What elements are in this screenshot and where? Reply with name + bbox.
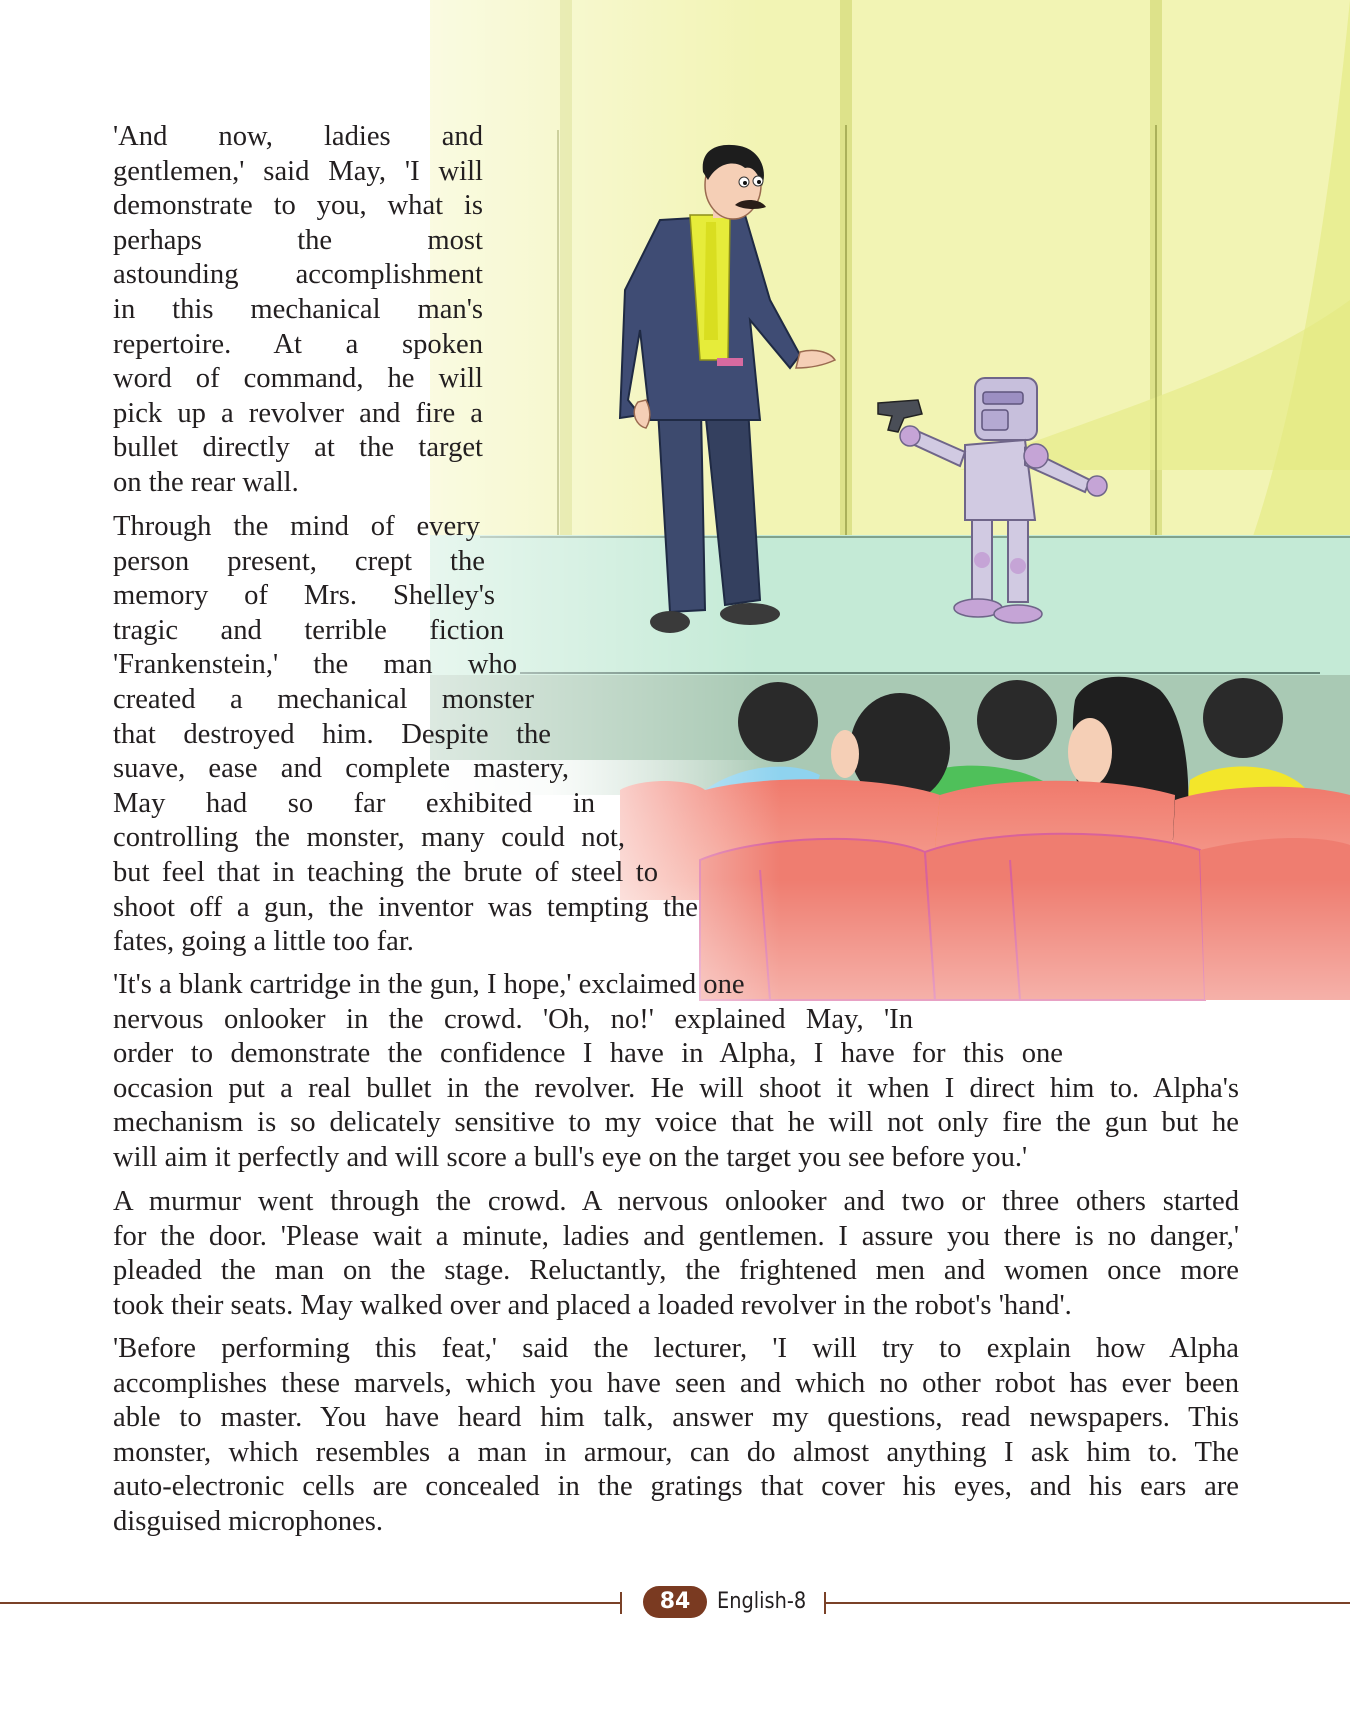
text-line: on the rear wall.	[113, 466, 299, 498]
text-line: fates, going a little too far.	[113, 926, 414, 958]
text-line: gentlemen,' said May, 'I will	[113, 155, 483, 187]
text-line: nervous onlooker in the crowd. 'Oh, no!' explained May, 'In	[113, 1003, 913, 1035]
footer-rule-left	[0, 1602, 622, 1604]
text-line: in this mechanical man's	[113, 293, 483, 325]
text-line: that destroyed him. Despite the	[113, 718, 551, 750]
paragraph-5	[113, 1332, 1239, 1540]
text-line: able to master. You have heard him talk, answer my questions, read newspapers. This	[113, 1402, 1239, 1434]
text-line: accomplishes these marvels, which you have seen and which no other robot has ever been	[113, 1367, 1239, 1399]
footer-rule-right	[824, 1602, 1350, 1604]
text-line: pick up a revolver and fire a	[113, 397, 483, 429]
text-line: person present, crept the	[113, 545, 485, 577]
paragraph-1	[113, 120, 483, 501]
text-line: created a mechanical monster	[113, 683, 534, 715]
paragraph-3	[113, 968, 1239, 1176]
text-line: will aim it perfectly and will score a bull's eye on the target you see before you.'	[113, 1141, 1028, 1173]
text-line: but feel that in teaching the brute of steel to	[113, 856, 658, 888]
footer-tick-left	[620, 1592, 622, 1614]
text-line: for the door. 'Please wait a minute, ladies and gentlemen. I assure you there is no danger,'	[113, 1220, 1239, 1252]
text-line: bullet directly at the target	[113, 432, 483, 464]
text-line: perhaps the most	[113, 224, 483, 256]
text-line: monster, which resembles a man in armour, can do almost anything I ask him to. The	[113, 1436, 1239, 1468]
book-title: English-8	[717, 1589, 807, 1614]
text-line: 'Before performing this feat,' said the lecturer, 'I will try to explain how Alpha	[113, 1333, 1239, 1364]
paragraph-4	[113, 1185, 1239, 1323]
text-line: disguised microphones.	[113, 1505, 384, 1537]
text-line: order to demonstrate the confidence I have in Alpha, I have for this one	[113, 1038, 1063, 1070]
text-line: word of command, he will	[113, 363, 483, 395]
text-line: 'And now, ladies and	[113, 121, 483, 152]
text-line: 'Frankenstein,' the man who	[113, 649, 517, 681]
text-line: mechanism is so delicately sensitive to my voice that he will not only fire the gun but he	[113, 1107, 1239, 1139]
text-line: suave, ease and complete mastery,	[113, 753, 569, 785]
text-line: took their seats. May walked over and placed a loaded revolver in the robot's 'hand'.	[113, 1289, 1072, 1321]
text-line: tragic and terrible fiction	[113, 614, 504, 646]
text-line: demonstrate to you, what is	[113, 190, 483, 222]
text-line: pleaded the man on the stage. Reluctantly, the frightened men and women once more	[113, 1255, 1239, 1287]
text-line: Through the mind of every	[113, 511, 480, 542]
text-line: shoot off a gun, the inventor was tempting the	[113, 891, 698, 923]
text-line: occasion put a real bullet in the revolver. He will shoot it when I direct him to. Alpha's	[113, 1072, 1239, 1104]
text-line: 'It's a blank cartridge in the gun, I hope,' exclaimed one	[113, 969, 745, 1000]
text-line: auto-electronic cells are concealed in the gratings that cover his eyes, and his ears are	[113, 1471, 1239, 1503]
text-line: May had so far exhibited in	[113, 787, 595, 819]
page-number: 84	[643, 1586, 707, 1618]
text-line: controlling the monster, many could not,	[113, 822, 625, 854]
text-line: repertoire. At a spoken	[113, 328, 483, 360]
paragraph-2	[113, 510, 698, 960]
page-footer	[0, 1585, 1350, 1621]
text-line: A murmur went through the crowd. A nervous onlooker and two or three others started	[113, 1186, 1239, 1217]
text-line: astounding accomplishment	[113, 259, 483, 291]
text-line: memory of Mrs. Shelley's	[113, 580, 495, 612]
